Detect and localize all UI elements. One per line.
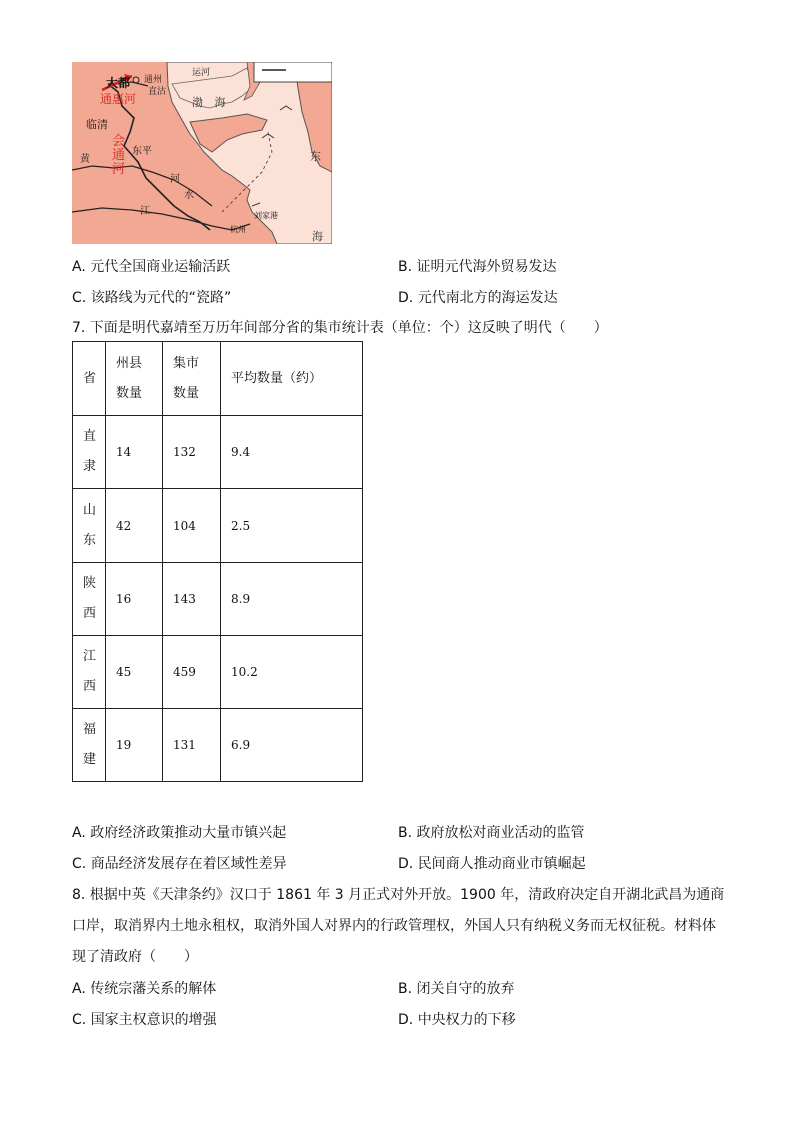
q7-option-a-text: 政府经济政策推动大量市镇兴起 [90, 825, 287, 841]
q8-option-b-text: 闭关自守的放弃 [416, 981, 515, 997]
cell-markets: 459 [163, 636, 221, 709]
map-label-huitong-2: 通 [112, 148, 126, 163]
cell-province: 陕 西 [73, 563, 106, 636]
q7-option-b [398, 822, 585, 842]
q6-option-b-text: 证明元代海外贸易发达 [416, 259, 557, 275]
q6-option-c-text: 该路线为元代的“瓷路” [90, 290, 232, 306]
map-label-jiang: 江 [140, 206, 150, 217]
map-label-dong: 东 [310, 150, 321, 163]
table-row [73, 563, 363, 636]
cell-counties: 45 [106, 636, 163, 709]
map-legend-label: 运河 [192, 68, 211, 78]
q8-option-c [72, 1009, 217, 1029]
q7-option-d-letter: D. [398, 856, 414, 872]
map-label-he: 河 [170, 174, 180, 185]
cell-average: 9.4 [221, 416, 363, 489]
cell-counties: 14 [106, 416, 163, 489]
header-markets: 集市 数量 [163, 342, 221, 416]
q8-stem-line-3: 现了清政府（ ） [72, 949, 198, 965]
q6-option-d [398, 287, 558, 307]
q8-option-d-text: 中央权力的下移 [417, 1012, 516, 1028]
cell-counties: 16 [106, 563, 163, 636]
q8-option-c-letter: C. [72, 1012, 87, 1028]
cell-average: 8.9 [221, 563, 363, 636]
q7-option-c [72, 853, 287, 873]
q8-option-b-letter: B. [398, 981, 413, 997]
q8-option-a-letter: A. [72, 981, 86, 997]
cell-province: 福 建 [73, 709, 106, 782]
q8-option-d [398, 1009, 516, 1029]
q7-option-a [72, 822, 286, 842]
q6-option-a-text: 元代全国商业运输活跃 [90, 259, 231, 275]
table-row [73, 489, 363, 563]
yuan-canal-map [72, 62, 332, 244]
map-label-dadu: 大都 [106, 76, 131, 90]
q6-option-c-letter: C. [72, 290, 87, 306]
q8-option-a-text: 传统宗藩关系的解体 [90, 981, 217, 997]
q7-option-c-text: 商品经济发展存在着区域性差异 [90, 856, 287, 872]
map-label-hai: 海 [312, 230, 323, 243]
map-label-dongping: 东平 [132, 146, 152, 157]
cell-markets: 104 [163, 489, 221, 563]
q7-option-b-letter: B. [398, 825, 413, 841]
q8-option-c-text: 国家主权意识的增强 [90, 1012, 217, 1028]
q6-option-a [72, 256, 230, 276]
cell-province: 江 西 [73, 636, 106, 709]
map-label-tonghuihe: 通惠河 [100, 92, 137, 106]
map-label-liujiagang: 刘家港 [254, 211, 278, 220]
cell-average: 2.5 [221, 489, 363, 563]
q7-option-d [398, 853, 586, 873]
table-row [73, 416, 363, 489]
q8-option-a [72, 978, 216, 998]
q8-stem-line-2: 口岸，取消界内土地永租权，取消外国人对界内的行政管理权，外国人只有纳税义务而无权征税。材料体 [72, 918, 716, 934]
q8-option-b [398, 978, 515, 998]
q6-option-a-letter: A. [72, 259, 86, 275]
header-counties: 州县 数量 [106, 342, 163, 416]
table-header-row [73, 342, 363, 416]
cell-markets: 131 [163, 709, 221, 782]
q6-option-d-letter: D. [398, 290, 414, 306]
table-row [73, 636, 363, 709]
q6-option-c [72, 287, 231, 307]
header-average: 平均数量（约） [221, 342, 363, 416]
q7-option-d-text: 民间商人推动商业市镇崛起 [417, 856, 586, 872]
table-row [73, 709, 363, 782]
q6-option-b-letter: B. [398, 259, 413, 275]
cell-counties: 19 [106, 709, 163, 782]
map-label-tongzhou: 通州 [144, 75, 163, 85]
cell-markets: 132 [163, 416, 221, 489]
map-label-huitong-1: 会 [112, 134, 126, 149]
map-label-zhigu: 直沽 [148, 87, 167, 97]
q7-stem: 7. 下面是明代嘉靖至万历年间部分省的集市统计表（单位：个）这反映了明代（ ） [72, 320, 608, 336]
cell-average: 6.9 [221, 709, 363, 782]
q7-option-b-text: 政府放松对商业活动的监管 [416, 825, 585, 841]
map-label-hangzhou: 杭州 [230, 225, 246, 234]
map-label-linqing: 临清 [86, 118, 108, 131]
map-label-shui: 水 [184, 190, 194, 201]
map-label-huang: 黄 [80, 154, 90, 165]
map-label-huitong-3: 河 [112, 162, 126, 177]
cell-province: 直 隶 [73, 416, 106, 489]
q7-option-a-letter: A. [72, 825, 86, 841]
q6-option-b [398, 256, 557, 276]
cell-average: 10.2 [221, 636, 363, 709]
map-label-bohai: 渤 海 [192, 96, 230, 109]
header-province: 省 [73, 342, 106, 416]
q8-option-d-letter: D. [398, 1012, 414, 1028]
q6-option-d-text: 元代南北方的海运发达 [417, 290, 558, 306]
market-stats-table [72, 341, 363, 782]
cell-markets: 143 [163, 563, 221, 636]
cell-counties: 42 [106, 489, 163, 563]
cell-province: 山 东 [73, 489, 106, 563]
q7-option-c-letter: C. [72, 856, 87, 872]
q8-stem-line-1: 8. 根据中英《天津条约》汉口于 1861 年 3 月正式对外开放。1900 年，清政府决定自开湖北武昌为通商 [72, 887, 725, 903]
